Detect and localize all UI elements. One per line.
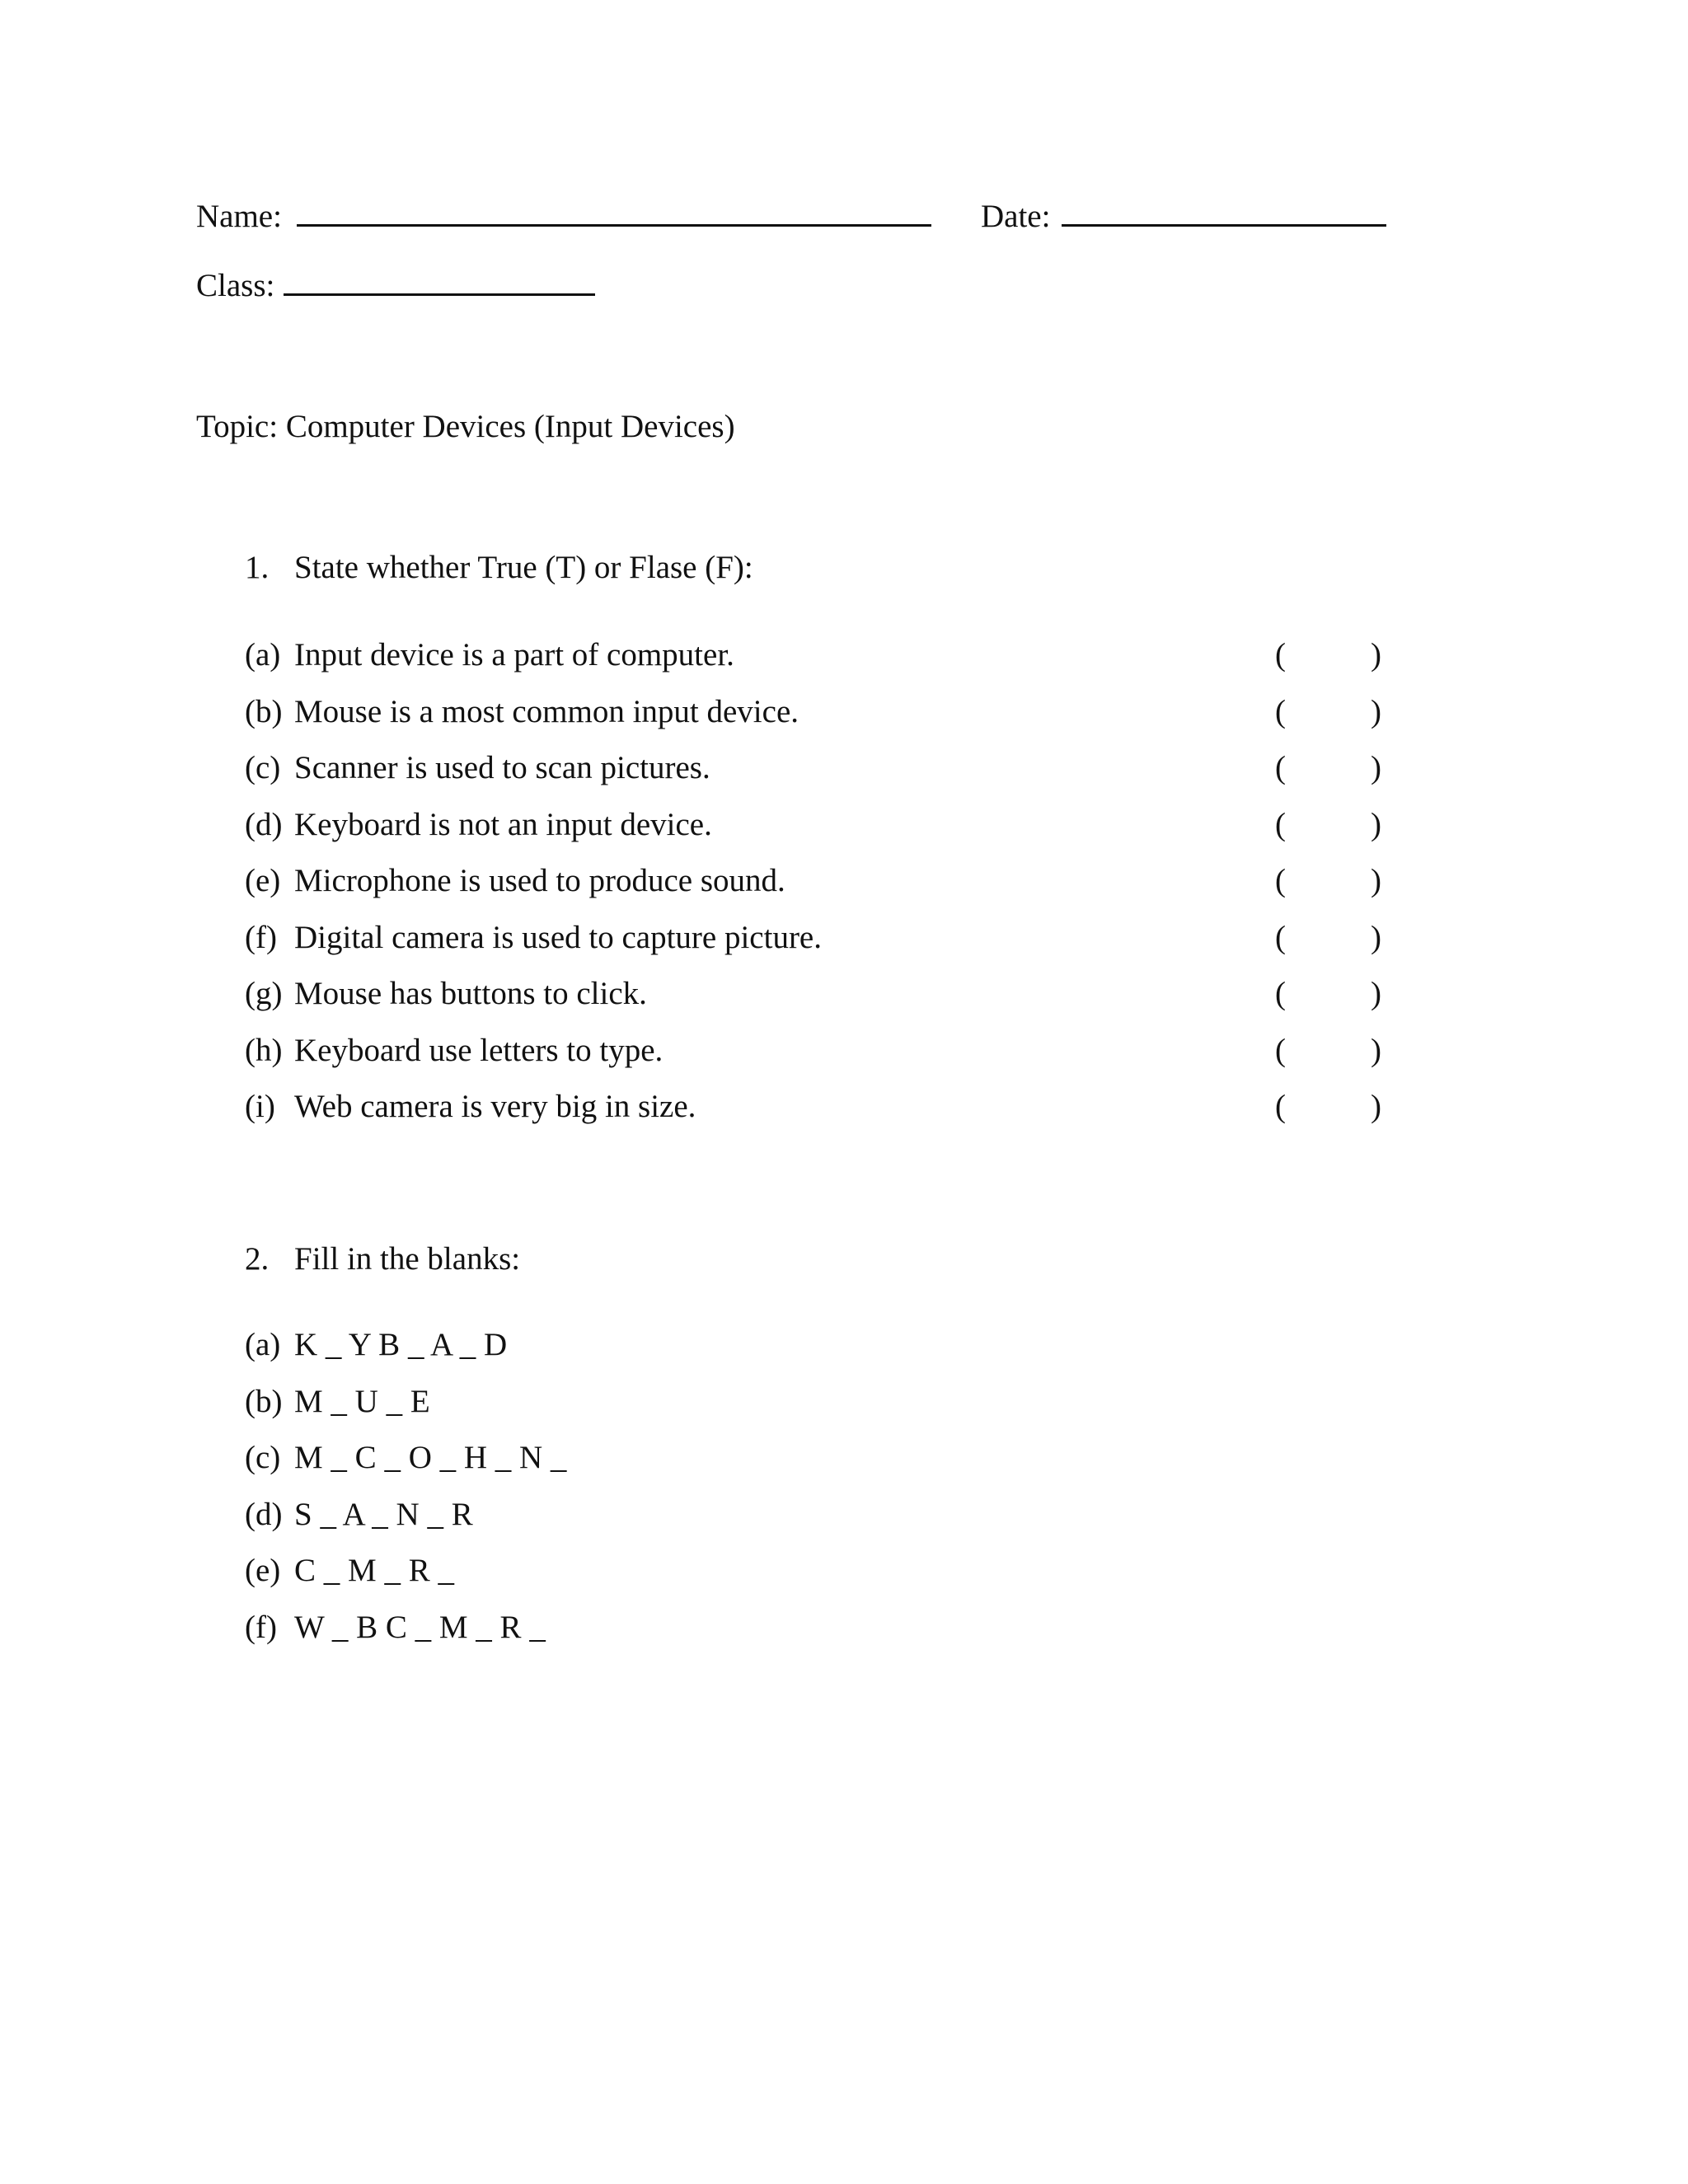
section1-heading bbox=[245, 551, 753, 583]
answer-close-paren[interactable]: ) bbox=[1371, 1089, 1381, 1124]
date-label: Date: bbox=[981, 199, 1051, 234]
item-marker: (f) bbox=[245, 920, 277, 955]
section1-title: State whether True (T) or Flase (F): bbox=[294, 550, 753, 585]
date-blank-line[interactable] bbox=[1062, 224, 1386, 227]
item-statement: Keyboard use letters to type. bbox=[294, 1033, 663, 1068]
item-marker: (c) bbox=[245, 1440, 281, 1475]
section2-number: 2. bbox=[245, 1241, 270, 1277]
answer-close-paren[interactable]: ) bbox=[1371, 1033, 1381, 1068]
fill-blank-item bbox=[245, 1498, 473, 1530]
item-word-puzzle: S _ A _ N _ R bbox=[294, 1497, 473, 1532]
item-word-puzzle: M _ U _ E bbox=[294, 1384, 430, 1419]
name-label: Name: bbox=[196, 199, 282, 234]
answer-close-paren[interactable]: ) bbox=[1371, 807, 1381, 842]
item-statement: Keyboard is not an input device. bbox=[294, 807, 712, 842]
item-marker: (d) bbox=[245, 807, 283, 842]
class-label: Class: bbox=[196, 268, 275, 303]
answer-close-paren[interactable]: ) bbox=[1371, 637, 1381, 673]
answer-open-paren[interactable]: ( bbox=[1275, 920, 1286, 955]
item-word-puzzle: W _ B C _ M _ R _ bbox=[294, 1610, 546, 1645]
answer-open-paren[interactable]: ( bbox=[1275, 694, 1286, 729]
answer-open-paren[interactable]: ( bbox=[1275, 863, 1286, 898]
section1-number: 1. bbox=[245, 550, 270, 585]
item-marker: (e) bbox=[245, 863, 281, 898]
class-blank-line[interactable] bbox=[284, 293, 595, 296]
answer-open-paren[interactable]: ( bbox=[1275, 976, 1286, 1011]
answer-close-paren[interactable]: ) bbox=[1371, 694, 1381, 729]
answer-open-paren[interactable]: ( bbox=[1275, 807, 1286, 842]
item-marker: (e) bbox=[245, 1553, 281, 1588]
section2-heading bbox=[245, 1243, 520, 1275]
answer-open-paren[interactable]: ( bbox=[1275, 637, 1286, 673]
answer-open-paren[interactable]: ( bbox=[1275, 750, 1286, 785]
item-statement: Mouse has buttons to click. bbox=[294, 976, 647, 1011]
item-marker: (a) bbox=[245, 1327, 281, 1362]
answer-close-paren[interactable]: ) bbox=[1371, 976, 1381, 1011]
fill-blank-item bbox=[245, 1329, 507, 1361]
true-false-item bbox=[245, 752, 710, 784]
item-word-puzzle: C _ M _ R _ bbox=[294, 1553, 454, 1588]
true-false-item bbox=[245, 921, 822, 954]
item-word-puzzle: K _ Y B _ A _ D bbox=[294, 1327, 508, 1362]
item-word-puzzle: M _ C _ O _ H _ N _ bbox=[294, 1440, 567, 1475]
item-statement: Input device is a part of computer. bbox=[294, 637, 734, 673]
fill-blank-item bbox=[245, 1441, 566, 1474]
true-false-item bbox=[245, 865, 785, 897]
answer-close-paren[interactable]: ) bbox=[1371, 920, 1381, 955]
answer-open-paren[interactable]: ( bbox=[1275, 1033, 1286, 1068]
answer-close-paren[interactable]: ) bbox=[1371, 863, 1381, 898]
item-marker: (a) bbox=[245, 637, 281, 673]
item-statement: Web camera is very big in size. bbox=[294, 1089, 696, 1124]
item-marker: (d) bbox=[245, 1497, 283, 1532]
true-false-item bbox=[245, 696, 799, 728]
fill-blank-item bbox=[245, 1611, 546, 1643]
topic-heading: Topic: Computer Devices (Input Devices) bbox=[196, 409, 735, 444]
answer-open-paren[interactable]: ( bbox=[1275, 1089, 1286, 1124]
item-marker: (i) bbox=[245, 1089, 275, 1124]
true-false-item bbox=[245, 808, 712, 841]
true-false-item bbox=[245, 639, 734, 671]
item-statement: Digital camera is used to capture picture. bbox=[294, 920, 822, 955]
fill-blank-item bbox=[245, 1554, 454, 1586]
item-marker: (b) bbox=[245, 694, 283, 729]
true-false-item bbox=[245, 1090, 696, 1122]
fill-blank-item bbox=[245, 1385, 430, 1418]
item-statement: Mouse is a most common input device. bbox=[294, 694, 799, 729]
true-false-item bbox=[245, 977, 647, 1010]
section2-title: Fill in the blanks: bbox=[294, 1241, 521, 1277]
item-marker: (b) bbox=[245, 1384, 283, 1419]
item-marker: (f) bbox=[245, 1610, 277, 1645]
true-false-item bbox=[245, 1034, 663, 1066]
name-blank-line[interactable] bbox=[297, 224, 931, 227]
item-marker: (c) bbox=[245, 750, 281, 785]
item-statement: Microphone is used to produce sound. bbox=[294, 863, 785, 898]
answer-close-paren[interactable]: ) bbox=[1371, 750, 1381, 785]
item-marker: (g) bbox=[245, 976, 283, 1011]
item-marker: (h) bbox=[245, 1033, 283, 1068]
item-statement: Scanner is used to scan pictures. bbox=[294, 750, 710, 785]
